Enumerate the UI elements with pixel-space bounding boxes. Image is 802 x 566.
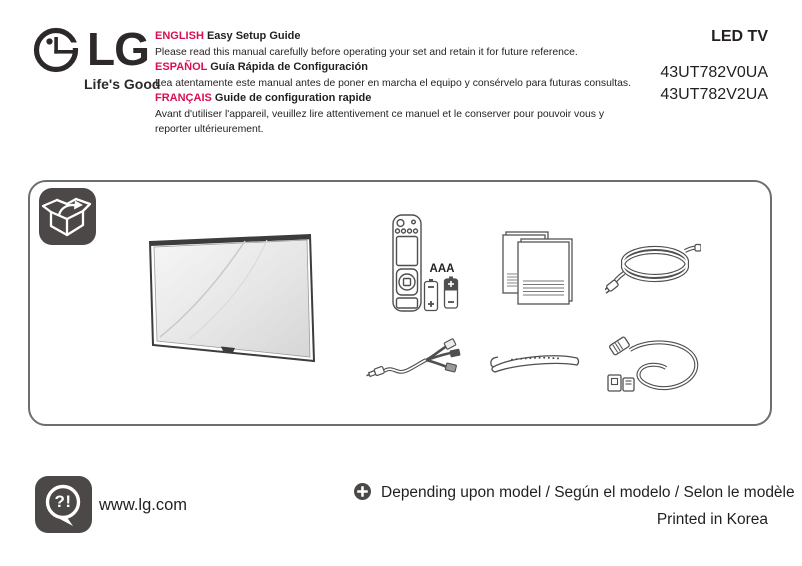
model-number: 43UT782V0UA	[660, 64, 768, 81]
manuals-illustration	[502, 229, 574, 305]
model-note: Depending upon model / Según el modelo / Selon le modèle	[381, 484, 795, 501]
guide-body: Avant d'utiliser l'appareil, veuillez lire attentivement ce manuel et le conserver pour pouvoir vous y reporter ultérieurement.	[155, 108, 605, 135]
tv-illustration	[147, 231, 317, 371]
language-name: FRANÇAIS	[155, 92, 212, 104]
lg-symbol-icon	[33, 27, 79, 73]
plus-icon	[354, 483, 371, 500]
guide-body: Please read this manual carefully before operating your set and retain it for future reference.	[155, 46, 578, 58]
printed-note: Printed in Korea	[656, 511, 768, 528]
language-name: ESPAÑOL	[155, 61, 208, 73]
battery-label: AAA	[429, 263, 455, 275]
remote-control-illustration	[392, 214, 422, 312]
language-title-row	[155, 91, 723, 107]
cable-holder-illustration	[488, 346, 582, 374]
language-intro-block	[155, 29, 723, 138]
rf-cable-illustration	[604, 332, 702, 396]
language-title-row	[155, 60, 723, 76]
website-url: www.lg.com	[99, 496, 188, 514]
package-contents-box	[28, 180, 772, 426]
batteries-illustration	[423, 276, 461, 312]
language-title-row	[155, 29, 723, 45]
product-info	[660, 28, 768, 106]
av-cable-illustration	[366, 338, 462, 386]
brand-tagline: Life's Good	[84, 76, 161, 92]
product-type: LED TV	[711, 28, 768, 45]
guide-title: Guía Rápida de Configuración	[210, 61, 368, 73]
unboxing-icon	[39, 188, 96, 245]
power-cord-illustration	[605, 236, 701, 294]
guide-title: Guide de configuration rapide	[214, 92, 372, 104]
language-name: ENGLISH	[155, 30, 204, 42]
model-list	[660, 62, 768, 106]
model-number: 43UT782V2UA	[660, 86, 768, 103]
guide-body: Lea atentamente este manual antes de poner en marcha el equipo y consérvelo para futuras consultas.	[155, 77, 631, 89]
help-icon	[35, 476, 92, 533]
guide-title: Easy Setup Guide	[206, 30, 301, 42]
lg-wordmark: LG	[87, 23, 149, 75]
help-icon-glyph: ?!	[54, 492, 72, 511]
